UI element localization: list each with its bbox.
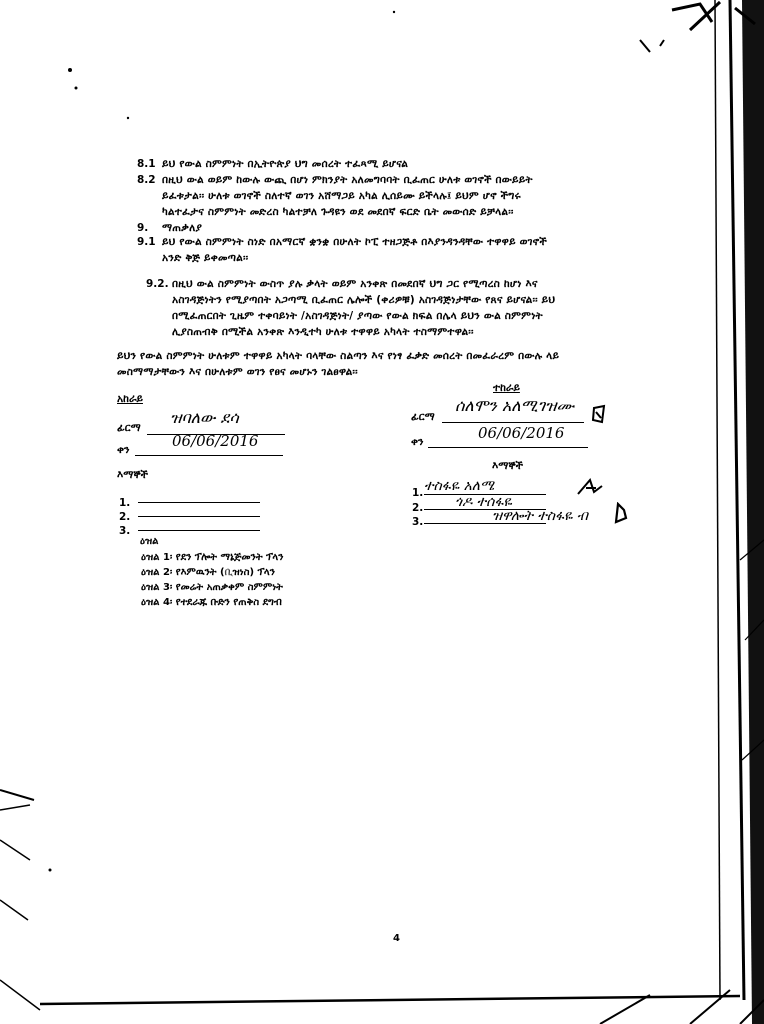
buyer-witness-number: 3.	[412, 516, 424, 528]
section-number: 8.1	[137, 158, 156, 170]
buyer-witnesses-title: እማኞች	[492, 460, 524, 472]
buyer-signature-line	[442, 422, 584, 423]
signature-mark-icon	[590, 404, 608, 426]
section-text-line: አንድ ቅጅ ይቀመጣል፡፡	[162, 252, 249, 264]
seller-title: አከራይ	[117, 393, 143, 405]
section-text-line: ይፈቱታል፡፡ ሁለቱ ወገኖች ስለተኛ ወገን አሸማጋይ አካል ሊሰይሙ ይችላሉ፤ ይህም ሆኖ ችግሩ	[162, 190, 521, 202]
annex-item: ዕዝል 2፡ የእምዉንት (ቢዝነስ) ፕላን	[141, 567, 275, 578]
witness-mark-icon	[576, 476, 604, 498]
buyer-date-label: ቀን	[411, 436, 424, 448]
seller-date: 06/06/2016	[172, 432, 259, 450]
section-number: 9.	[137, 222, 149, 234]
seller-witness-line	[138, 502, 260, 503]
section-text-line: ይህ የውል ስምምነት ስነድ በአማርኛ ቋንቋ በሁለት ኮፒ ተዘጋጅቶ በእያንዳንዳቸው ተዋዋይ ወገኖች	[162, 236, 547, 248]
seller-witness-number: 1.	[119, 497, 131, 509]
buyer-witness-number: 2.	[412, 502, 424, 514]
seller-witnesses-title: እማኞች	[117, 469, 149, 481]
seller-witness-line	[138, 530, 260, 531]
witness-mark-icon	[612, 502, 630, 524]
buyer-signature-label: ፊርማ	[411, 411, 435, 423]
annex-title: ዕዝል	[140, 536, 159, 547]
section-text-line: በሚፈጠርበት ጊዜም ተቀባይነት /አስገዳጅነት/ ያጣው የውል ክፍል በሌላ ይህን ውል ስምምነት	[172, 310, 543, 322]
section-number: 9.1	[137, 236, 156, 248]
buyer-date: 06/06/2016	[478, 424, 565, 442]
section-text-line: በዚህ ውል ወይም ከውሉ ውጪ በሆነ ምክንያት አለመግባባት ቢፈጠር ሁለቱ ወገኖች በውይይት	[162, 174, 533, 186]
section-heading: ማጠቃለያ	[162, 222, 203, 234]
buyer-title: ተከራይ	[493, 382, 520, 394]
section-number: 9.2.	[146, 278, 169, 290]
page-number: 4	[393, 933, 400, 944]
annex-item: ዕዝል 3፡ የመሬት አጠቃቀም ስምምነት	[141, 582, 283, 593]
section-text-line: ካልተፈታና ስምምነት መድረስ ካልተቻለ ጉዳዩን ወደ መደበኛ ፍርድ ቤት መውሰድ ይቻላል፡፡	[162, 206, 514, 218]
seller-signature: ዝባለው ደሳ	[170, 408, 239, 427]
seller-signature-label: ፊርማ	[117, 422, 141, 434]
section-text-line: ሊያስጠብቅ በሚችል አንቀጽ እንዲተካ ሁለቱ ተዋዋይ አካላት ተስማምተዋል፡፡	[172, 326, 474, 338]
section-number: 8.2	[137, 174, 156, 186]
closing-text-line: መስማማታቸውን እና በሁለቱም ወገን የፀና መሆኑን ገልፀዋል፡፡	[117, 366, 358, 378]
section-text-line: አስገዳጅነትን የሚያጣበት አጋጣሚ ቢፈጠር ሌሎች (ቀሪዎቹ) አስገዳጅነታቸው የጸና ይሆናል፡፡ ይህ	[172, 294, 556, 306]
section-text: ይህ የውል ስምምነት በኢትዮጵያ ህግ መሰረት ተፈጻሚ ይሆናል	[162, 158, 409, 170]
annex-item: ዕዝል 1፡ የደን ፕሎት ማኔጅመንት ፕላን	[141, 552, 284, 563]
buyer-date-line	[428, 447, 588, 448]
buyer-witness-number: 1.	[412, 487, 424, 499]
seller-date-label: ቀን	[117, 444, 130, 456]
buyer-witness-signature: ዝዋሎት ተስፋዬ ብ	[492, 508, 589, 524]
annex-item: ዕዝል 4፡ የተደራጁ ቡድን የጠቅስ ደግብ	[141, 597, 282, 608]
seller-witness-number: 2.	[119, 511, 131, 523]
buyer-witness-signature: ጎዶ ተሰፋዬ	[455, 494, 512, 510]
seller-witness-line	[138, 516, 260, 517]
buyer-witness-signature: ተስፋዬ አለሜ	[424, 478, 495, 494]
section-text-line: በዚህ ውል ስምምነት ውስጥ ያሉ ቃላት ወይም አንቀጽ በመደበኛ ህግ ጋር የሚጣረስ ከሆነ እና	[172, 278, 538, 290]
closing-text-line: ይህን የውል ስምምነት ሁለቱም ተዋዋይ አካላት ባላቸው ስልጣን እና የነፃ ፈቃድ መሰረት በመፈራረም በውሉ ላይ	[117, 350, 560, 362]
buyer-signature: ሰለሞን አለሚገዝሙ	[455, 396, 575, 415]
seller-date-line	[135, 455, 283, 456]
seller-witness-number: 3.	[119, 525, 131, 537]
